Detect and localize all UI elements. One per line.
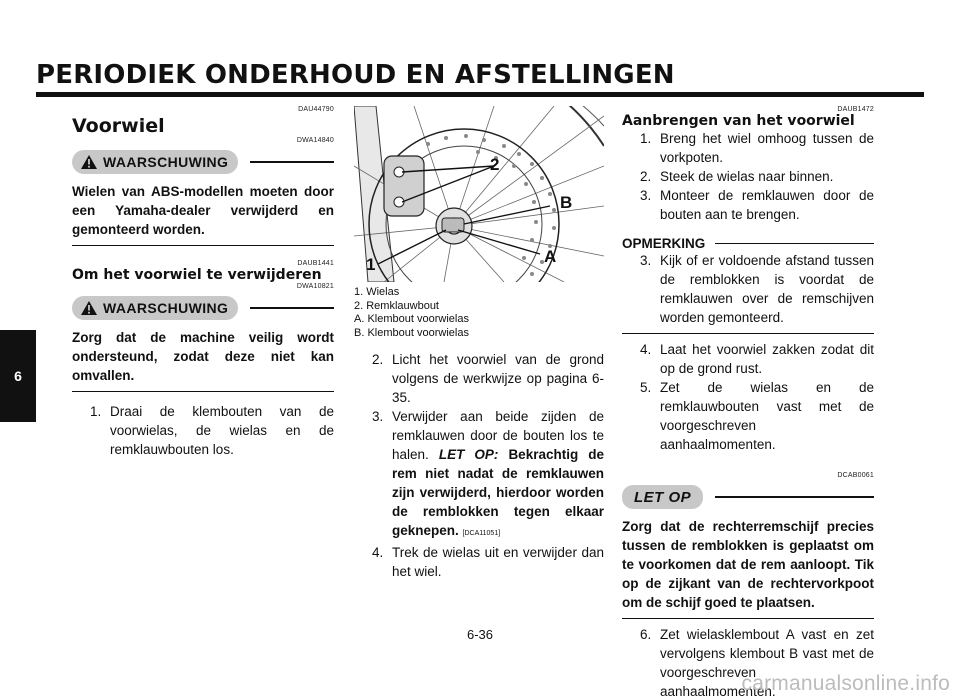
caution-text: Zorg dat de rechterremschijf precies tussen de remblokken is geplaatst om te voorkomen dat de rem aanloopt. Tik op de zijkant van de rechtervorkpoot om de schijf goed te plaatsen. xyxy=(622,517,874,619)
step-number: 6. xyxy=(640,627,652,642)
caution-inline-text: Bekrachtig de rem niet nadat de remklauwen zijn verwijderd, hierdoor worden de remblokken tegen elkaar geknepen. xyxy=(392,447,605,538)
caution-badge xyxy=(622,485,703,509)
caption-item: B. Klembout voorwielas xyxy=(354,326,469,339)
subsection-title: Om het voorwiel te verwijderen xyxy=(72,267,322,283)
divider xyxy=(250,161,334,163)
page-header xyxy=(36,60,924,90)
divider xyxy=(715,243,874,245)
step-text: Verwijder aan beide zijden de remklauwen door de bouten los te halen. xyxy=(392,409,604,462)
step-text: Breng het wiel omhoog tussen de vorkpoten. xyxy=(660,131,874,165)
figure-label-b: B xyxy=(560,193,573,212)
column-right xyxy=(622,106,874,700)
step-text: Kijk of er voldoende afstand tussen de remblokken is voordat de remklauwen over de remschijven worden gemonteerd. xyxy=(660,253,874,325)
note-label: OPMERKING xyxy=(622,236,706,251)
note-header xyxy=(622,236,874,251)
step-text: Steek de wielas naar binnen. xyxy=(660,169,834,184)
warning-badge xyxy=(72,150,238,174)
divider xyxy=(250,307,334,309)
caution-code: [DCA11051] xyxy=(462,530,501,537)
step-item xyxy=(622,378,874,454)
step-item xyxy=(622,340,874,378)
figure-label-a: A xyxy=(544,247,557,266)
step-item xyxy=(354,407,604,543)
caption-item: 1. Wielas xyxy=(354,286,400,298)
section-title: Voorwiel xyxy=(72,115,165,137)
step-item xyxy=(622,167,874,186)
step-number: 4. xyxy=(640,342,652,357)
doc-code: DAU44790 xyxy=(298,106,334,113)
watermark: carmanualsonline.info xyxy=(741,672,950,695)
chapter-tab xyxy=(0,330,36,422)
figure-caption xyxy=(354,286,604,340)
step-number: 3. xyxy=(640,188,652,203)
warning-label: WAARSCHUWING xyxy=(103,300,229,316)
caption-item: A. Klembout voorwielas xyxy=(354,313,469,325)
column-left xyxy=(72,106,334,459)
note-body xyxy=(622,251,874,334)
warning-icon xyxy=(80,300,98,316)
figure-label-2: 2 xyxy=(490,155,500,174)
warning-text: Wielen van ABS-modellen moeten door een Yamaha-dealer verwijderd en gemonteerd worden. xyxy=(72,182,334,246)
warning-label: WAARSCHUWING xyxy=(103,154,229,170)
step-number: 5. xyxy=(640,380,652,395)
step-list xyxy=(72,402,334,459)
header-rule xyxy=(36,92,924,97)
step-item xyxy=(354,350,604,407)
caution-header xyxy=(622,485,874,509)
chapter-tab-label: 6 xyxy=(14,368,22,384)
step-text: Zet de wielas en de remklauwbouten vast met de voorgeschreven aanhaalmomenten. xyxy=(660,380,874,452)
page-number: 6-36 xyxy=(466,627,494,642)
step-item xyxy=(622,251,874,327)
divider xyxy=(715,496,874,498)
step-text: Trek de wielas uit en verwijder dan het wiel. xyxy=(392,545,604,579)
step-text: Licht het voorwiel van de grond volgens de werkwijze op pagina 6-35. xyxy=(392,352,604,405)
step-item xyxy=(72,402,334,459)
step-text: Zet wielasklembout A vast en zet vervolgens klembout B vast met de voorgeschreven aanhaalmomenten. xyxy=(660,627,874,699)
step-list xyxy=(354,350,604,581)
page-title: PERIODIEK ONDERHOUD EN AFSTELLINGEN xyxy=(36,60,675,90)
step-text: Monteer de remklauwen door de bouten aan te brengen. xyxy=(660,188,874,222)
warning-icon xyxy=(80,154,98,170)
figure-label-1: 1 xyxy=(366,255,376,274)
step-text: Laat het voorwiel zakken zodat dit op de grond rust. xyxy=(660,342,874,376)
doc-code: DAUB1441 xyxy=(297,260,334,267)
step-number: 1. xyxy=(90,404,102,419)
warning-text: Zorg dat de machine veilig wordt ondersteund, zodat deze niet kan omvallen. xyxy=(72,328,334,392)
step-item xyxy=(622,129,874,167)
caution-label: LET OP xyxy=(634,488,692,506)
step-item xyxy=(622,186,874,224)
warning-header xyxy=(72,296,334,320)
warning-badge xyxy=(72,296,238,320)
step-number: 1. xyxy=(640,131,652,146)
step-number: 3. xyxy=(640,253,652,268)
doc-code: DAUB1472 xyxy=(837,106,874,113)
doc-code: DWA14840 xyxy=(296,137,334,144)
doc-code: DWA10821 xyxy=(296,283,334,290)
caption-item: 2. Remklauwbout xyxy=(354,299,439,312)
warning-header xyxy=(72,150,334,174)
step-number: 4. xyxy=(372,545,384,560)
step-number: 2. xyxy=(640,169,652,184)
caution-prefix: LET OP: xyxy=(438,447,499,462)
front-wheel-illustration xyxy=(354,106,604,282)
step-text: Draai de klembouten van de voorwielas, de wielas en de remklauwbouten los. xyxy=(110,404,334,457)
step-list xyxy=(622,129,874,224)
step-number: 3. xyxy=(372,409,384,424)
step-item xyxy=(354,543,604,581)
step-list xyxy=(622,340,874,454)
column-middle xyxy=(354,106,604,581)
section-title: Aanbrengen van het voorwiel xyxy=(622,113,855,129)
doc-code: DCAB0061 xyxy=(837,472,874,479)
wheel-figure xyxy=(354,106,604,282)
step-number: 2. xyxy=(372,352,384,367)
